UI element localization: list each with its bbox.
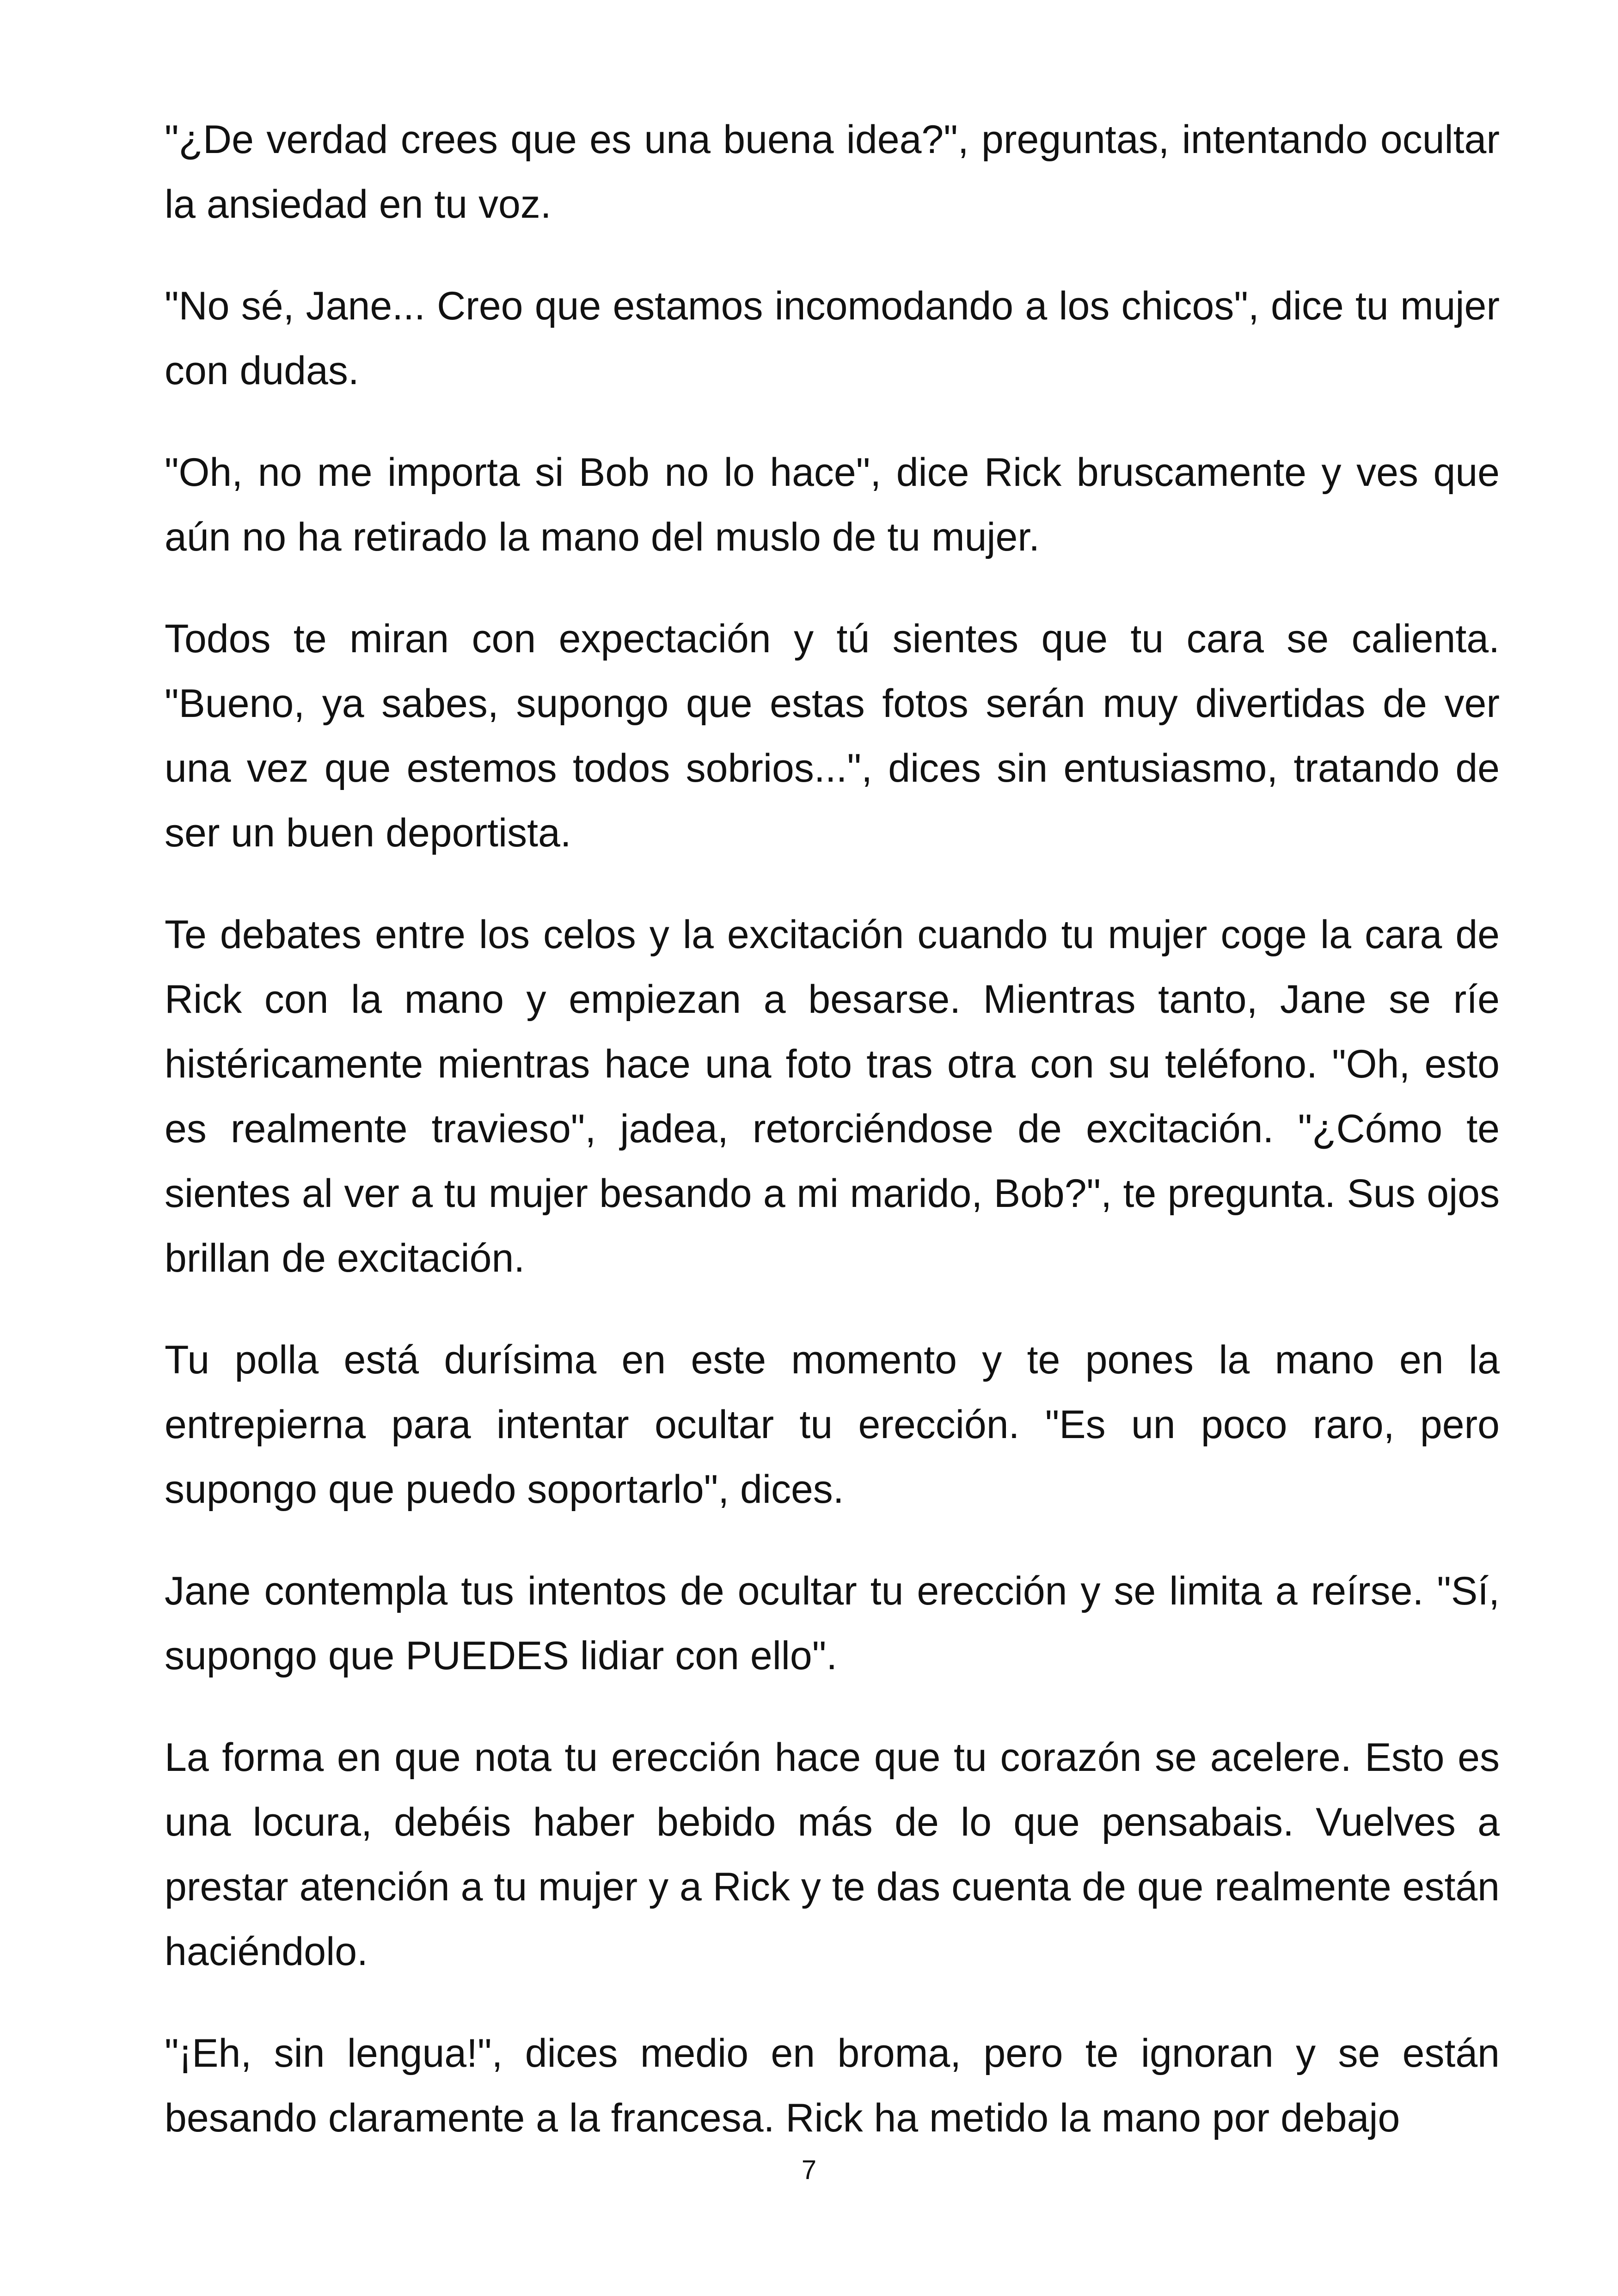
page-number: 7 [801, 2155, 817, 2185]
paragraph: Tu polla está durísima en este momento y te pones la mano en la entrepierna para intentar ocultar tu erección. "Es un poco raro, pero supongo que puedo soportarlo", dices. [165, 1338, 1500, 1512]
paragraph: "Oh, no me importa si Bob no lo hace", dice Rick bruscamente y ves que aún no ha retirado la mano del muslo de tu mujer. [165, 450, 1500, 559]
paragraph: "¿De verdad crees que es una buena idea?", preguntas, intentando ocultar la ansiedad en tu voz. [165, 117, 1500, 227]
document-body [165, 107, 1500, 2187]
paragraph: Jane contempla tus intentos de ocultar tu erección y se limita a reírse. "Sí, supongo que PUEDES lidiar con ello". [165, 1569, 1500, 1678]
paragraph: Todos te miran con expectación y tú sientes que tu cara se calienta. "Bueno, ya sabes, supongo que estas fotos serán muy divertidas de ver una vez que estemos todos sobrios...", dices sin entusiasmo, tratando de ser un buen deportista. [165, 617, 1500, 855]
paragraph: "¡Eh, sin lengua!", dices medio en broma, pero te ignoran y se están besando claramente a la francesa. Rick ha metido la mano por debajo [165, 2031, 1500, 2140]
paragraph: La forma en que nota tu erección hace que tu corazón se acelere. Esto es una locura, debéis haber bebido más de lo que pensabais. Vuelves a prestar atención a tu mujer y a Rick y te das cuenta de que realmente están haciéndolo. [165, 1735, 1500, 1974]
paragraph: "No sé, Jane... Creo que estamos incomodando a los chicos", dice tu mujer con dudas. [165, 284, 1500, 393]
paragraph: Te debates entre los celos y la excitación cuando tu mujer coge la cara de Rick con la mano y empiezan a besarse. Mientras tanto, Jane se ríe histéricamente mientras hace una foto tras otra con su teléfono. "Oh, esto es realmente travieso", jadea, retorciéndose de excitación. "¿Cómo te sientes al ver a tu mujer besando a mi marido, Bob?", te pregunta. Sus ojos brillan de excitación. [165, 912, 1500, 1280]
